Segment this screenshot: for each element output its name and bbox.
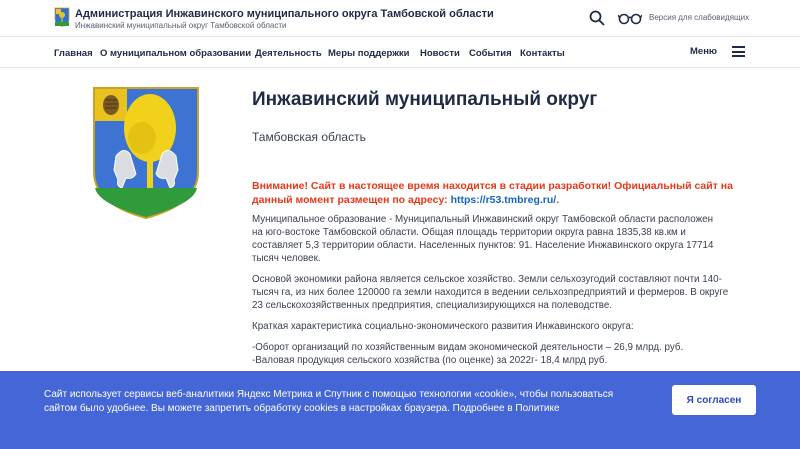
hamburger-menu-icon[interactable] bbox=[732, 46, 745, 57]
nav-item-support[interactable]: Меры поддержки bbox=[328, 48, 410, 59]
low-vision-version-link[interactable]: Версия для слабовидящих bbox=[649, 13, 750, 22]
warning-text: Внимание! Сайт в настоящее время находится в стадии разработки! Официальный сайт на данный момент размещен по адресу: bbox=[252, 180, 733, 206]
site-title[interactable]: Администрация Инжавинского муниципального округа Тамбовской области bbox=[75, 8, 494, 20]
coat-of-arms-image bbox=[90, 86, 202, 220]
nav-item-contacts[interactable]: Контакты bbox=[520, 48, 565, 59]
nav-item-about[interactable]: О муниципальном образовании bbox=[100, 48, 252, 59]
page-title: Инжавинский муниципальный округ bbox=[252, 89, 598, 110]
paragraph-agriculture: -Валовая продукция сельского хозяйства (по оценке) за 2022г- 18,4 млрд руб. bbox=[252, 355, 608, 366]
nav-item-events[interactable]: События bbox=[469, 48, 512, 59]
site-subtitle: Инжавинский муниципальный округ Тамбовской области bbox=[75, 21, 287, 30]
main-navigation bbox=[0, 36, 800, 68]
nav-item-home[interactable]: Главная bbox=[54, 48, 93, 59]
glasses-icon[interactable] bbox=[618, 11, 642, 25]
search-icon[interactable] bbox=[589, 10, 605, 26]
nav-item-news[interactable]: Новости bbox=[420, 48, 460, 59]
menu-button-label[interactable]: Меню bbox=[690, 46, 718, 57]
cookie-notice-text: Сайт использует сервисы веб-аналитики Яндекс Метрика и Спутник с помощью технологии «cookie», чтобы пользоваться сайтом было удобнее. Вы можете запретить обработку cookies в настройках браузера. Подробнее в Политике bbox=[44, 389, 614, 414]
paragraph-general-info: Муниципальное образование - Муниципальный Инжавинский округ Тамбовской области расположен на юго-востоке Тамбовской области. Общая площадь территории округа равна 1835,38 кв.км и составляет 5,3 территории области. Населенных пунктов: 91. Население Инжавинского округа 17714 тысяч человек. bbox=[252, 214, 714, 264]
top-bar bbox=[0, 0, 800, 36]
official-site-link[interactable]: https://r53.tmbreg.ru/ bbox=[450, 193, 557, 206]
cookie-banner bbox=[0, 371, 800, 449]
warning-tail: . bbox=[556, 193, 560, 206]
paragraph-turnover: -Оборот организаций по хозяйственным видам экономической деятельности – 26,9 млрд. руб. bbox=[252, 342, 684, 353]
paragraph-economy: Основой экономики района является сельское хозяйство. Земли сельхозугодий составляют почти 140-тысяч га, из них более 120000 га земли находится в ведении сельхозпредприятий и фермеров. В округе 23 сельскохозяйственных предприятия, специализирующихся на полеводстве. bbox=[252, 274, 729, 311]
nav-item-activity[interactable]: Деятельность bbox=[255, 48, 322, 59]
region-label: Тамбовская область bbox=[252, 130, 366, 144]
cookie-agree-button[interactable]: Я согласен bbox=[672, 385, 756, 415]
coat-of-arms-logo-icon[interactable] bbox=[54, 7, 70, 27]
development-warning bbox=[252, 180, 752, 207]
paragraph-characteristics: Краткая характеристика социально-экономического развития Инжавинского округа: bbox=[252, 321, 634, 332]
